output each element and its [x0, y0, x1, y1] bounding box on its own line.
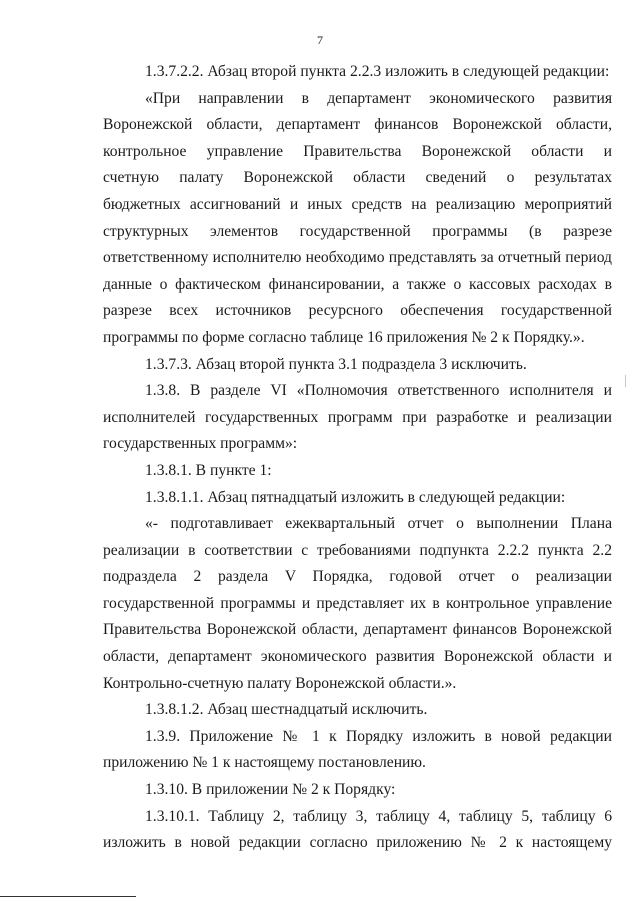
paragraph-line: 1.3.8.1. В пункте 1:	[145, 461, 272, 479]
paragraph	[103, 485, 612, 512]
paragraph-line: изложить в новой редакции согласно приложению № 2 к настоящему	[103, 834, 612, 852]
paragraph-line: 1.3.8.1.2. Абзац шестнадцатый исключить.	[145, 701, 428, 719]
paragraph-line: 1.3.10.1. Таблицу 2, таблицу 3, таблицу 4, таблицу 5, таблицу 6	[145, 807, 612, 825]
paragraph-line: «При направлении в департамент экономического развития	[145, 89, 612, 107]
paragraph-line: 1.3.8. В разделе VI «Полномочия ответственного исполнителя и	[145, 382, 612, 400]
footer-rule	[0, 896, 136, 897]
document-body	[103, 59, 612, 857]
paragraph	[103, 352, 612, 379]
paragraph-line: 1.3.7.3. Абзац второй пункта 3.1 подраздела 3 исключить.	[145, 355, 527, 373]
paragraph-line: структурных элементов государственной программы (в разрезе	[103, 222, 612, 240]
paragraph	[103, 724, 612, 777]
paragraph-line: бюджетных ассигнований и иных средств на реализацию мероприятий	[103, 195, 612, 213]
paragraph-line: 1.3.9. Приложение № 1 к Порядку изложить в новой редакции	[145, 727, 612, 745]
page-number: 7	[317, 33, 323, 47]
paragraph-line: подраздела 2 раздела V Порядка, годовой отчет о реализации	[103, 568, 612, 586]
paragraph-line: Контрольно-счетную палату Воронежской области.».	[103, 674, 457, 692]
paragraph	[103, 804, 612, 857]
paragraph-line: контрольное управление Правительства Воронежской области и	[103, 142, 612, 160]
paragraph	[103, 378, 612, 458]
paragraph-line: ответственному исполнителю необходимо представлять за отчетный период	[103, 249, 612, 267]
paragraph-line: реализации в соответствии с требованиями подпункта 2.2.2 пункта 2.2	[103, 541, 612, 559]
paragraph-line: государственной программы и представляет их в контрольное управление	[103, 594, 612, 612]
paragraph-line: «- подготавливает ежеквартальный отчет о выполнении Плана	[145, 515, 612, 533]
paragraph-line: разрезе всех источников ресурсного обеспечения государственной	[103, 302, 612, 320]
paragraph	[103, 697, 612, 724]
paragraph	[103, 86, 612, 352]
paragraph	[103, 59, 612, 86]
paragraph-line: 1.3.7.2.2. Абзац второй пункта 2.2.3 изложить в следующей редакции:	[145, 63, 610, 80]
paragraph-line: исполнителей государственных программ при разработке и реализации	[103, 408, 612, 426]
paragraph-line: программы по форме согласно таблице 16 приложения № 2 к Порядку.».	[103, 328, 585, 346]
paragraph-line: области, департамент экономического развития Воронежской области и	[103, 648, 612, 666]
paragraph-line: 1.3.10. В приложении № 2 к Порядку:	[145, 781, 396, 799]
paragraph-line: приложению № 1 к настоящему постановлению.	[103, 754, 426, 772]
paragraph-line: государственных программ»:	[103, 435, 298, 453]
paragraph-line: 1.3.8.1.1. Абзац пятнадцатый изложить в следующей редакции:	[145, 488, 566, 506]
paragraph-line: Воронежской области, департамент финансов Воронежской области,	[103, 116, 612, 134]
paragraph	[103, 458, 612, 485]
paragraph-line: счетную палату Воронежской области сведений о результатах	[103, 169, 612, 187]
paragraph	[103, 777, 612, 804]
margin-mark	[625, 375, 626, 387]
paragraph-line: данные о фактическом финансировании, а также о кассовых расходах в	[103, 275, 612, 293]
paragraph	[103, 511, 612, 697]
paragraph-line: Правительства Воронежской области, департамент финансов Воронежской	[103, 621, 612, 639]
